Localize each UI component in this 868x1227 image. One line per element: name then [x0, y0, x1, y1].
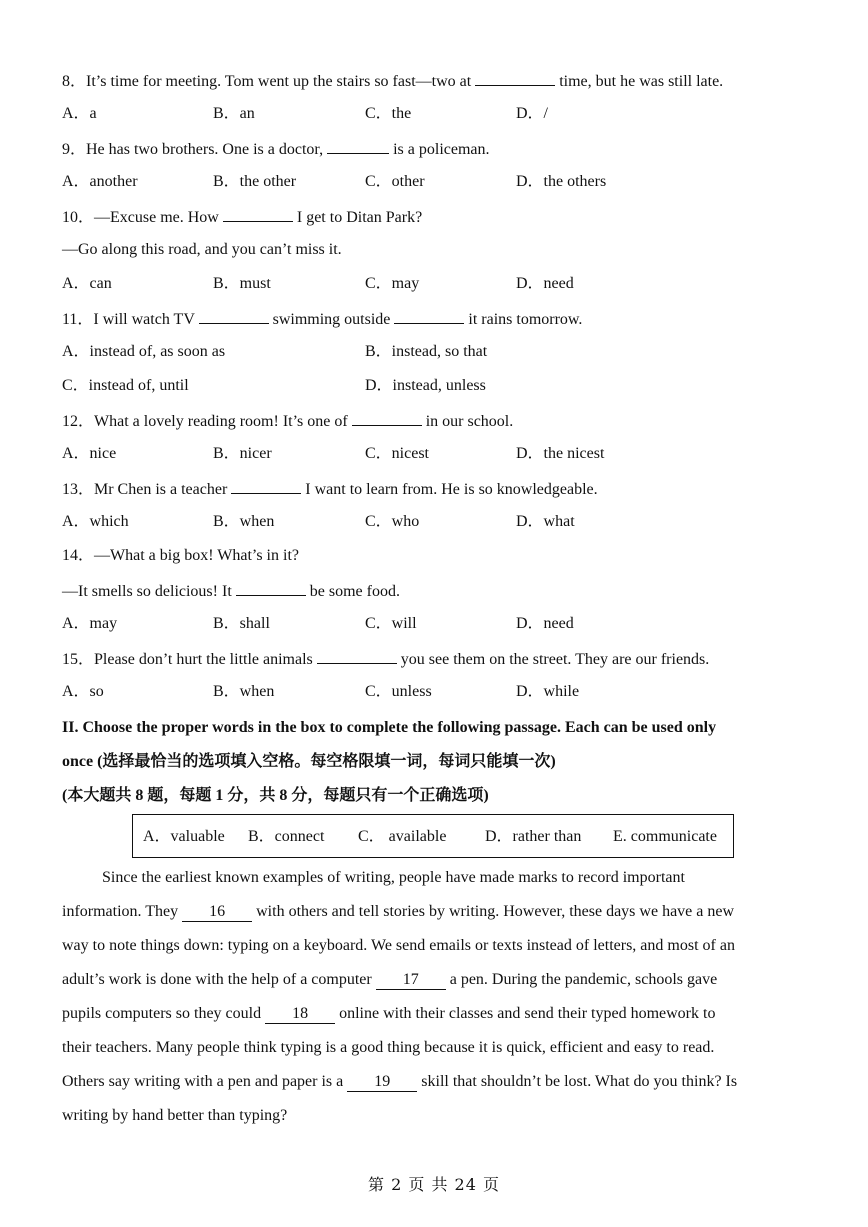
section-heading-line-2: once (选择最恰当的选项填入空格。每空格限填一词，每词只能填一次) — [62, 753, 556, 770]
passage-line — [62, 936, 735, 956]
passage-text: with others and tell stories by writing. However, these days we have a new — [252, 903, 735, 920]
answer-option[interactable]: A．so — [62, 683, 104, 700]
answer-option[interactable]: B．instead, so that — [365, 343, 488, 360]
answer-option[interactable]: B．an — [213, 105, 255, 122]
answer-option[interactable]: A．can — [62, 275, 112, 292]
passage-text: their teachers. Many people think typing is a good thing because it is quick, efficient and easy to read. — [62, 1039, 715, 1056]
answer-option[interactable]: C．the — [365, 105, 412, 122]
answer-option[interactable]: D．need — [516, 275, 574, 292]
passage-line — [62, 902, 734, 922]
passage-blank-16[interactable]: 16 — [182, 903, 252, 922]
passage-text: way to note things down: typing on a keyboard. We send emails or texts instead of letters, and most of an — [62, 937, 735, 954]
question-text: 11．I will watch TV — [62, 311, 199, 328]
word-box-item: C． available — [358, 828, 447, 845]
answer-blank[interactable] — [475, 70, 555, 86]
answer-option[interactable]: D．the nicest — [516, 445, 605, 462]
answer-option[interactable]: D．what — [516, 513, 575, 530]
answer-blank[interactable] — [223, 206, 293, 222]
question-q12 — [62, 410, 513, 432]
section-heading-line-3: (本大题共 8 题，每题 1 分，共 8 分，每题只有一个正确选项) — [62, 787, 489, 804]
answer-blank[interactable] — [236, 580, 306, 596]
answer-option[interactable]: C．nicest — [365, 445, 429, 462]
answer-option[interactable]: B．shall — [213, 615, 270, 632]
answer-option[interactable]: C．unless — [365, 683, 432, 700]
question-text: I want to learn from. He is so knowledgeable. — [301, 481, 598, 498]
answer-option[interactable]: C．who — [365, 513, 420, 530]
passage-line — [62, 1004, 715, 1024]
page-footer: 第 2 页 共 24 页 — [368, 1175, 500, 1194]
word-box-item: A．valuable — [143, 828, 225, 845]
answer-blank[interactable] — [352, 410, 422, 426]
question-q14 — [62, 546, 299, 566]
answer-blank[interactable] — [394, 308, 464, 324]
question-text: you see them on the street. They are our friends. — [396, 651, 710, 668]
word-box — [132, 814, 734, 858]
answer-option[interactable]: A．may — [62, 615, 118, 632]
passage-blank-19[interactable]: 19 — [347, 1073, 417, 1092]
question-q11 — [62, 308, 582, 330]
passage-text: writing by hand better than typing? — [62, 1107, 288, 1124]
passage-line — [102, 868, 685, 888]
passage-line — [62, 1038, 714, 1058]
question-text: 12．What a lovely reading room! It’s one of — [62, 413, 352, 430]
answer-option[interactable]: B．the other — [213, 173, 297, 190]
question-text: is a policeman. — [389, 141, 490, 158]
question-text: 10．—Excuse me. How — [62, 209, 223, 226]
word-box-item: B．connect — [248, 828, 325, 845]
question-response-line: —Go along this road, and you can’t miss it. — [62, 241, 342, 258]
passage-text: adult’s work is done with the help of a computer — [62, 971, 376, 988]
passage-line — [62, 1072, 737, 1092]
answer-option[interactable]: D．instead, unless — [365, 377, 486, 394]
answer-option[interactable]: A．a — [62, 105, 97, 122]
question-text: 13．Mr Chen is a teacher — [62, 481, 232, 498]
question-q9 — [62, 138, 490, 160]
passage-text: pupils computers so they could — [62, 1005, 266, 1022]
question-text: time, but he was still late. — [555, 73, 724, 90]
answer-option[interactable]: C．will — [365, 615, 417, 632]
question-q13 — [62, 478, 598, 500]
answer-option[interactable]: D．while — [516, 683, 580, 700]
question-text: 8．It’s time for meeting. Tom went up the stairs so fast—two at — [62, 73, 476, 90]
answer-option[interactable]: C．may — [365, 275, 420, 292]
answer-option[interactable]: C．other — [365, 173, 425, 190]
question-response-line — [62, 580, 400, 602]
answer-blank[interactable] — [327, 138, 389, 154]
question-text: —It smells so delicious! It — [62, 583, 236, 600]
answer-option[interactable]: D．the others — [516, 173, 607, 190]
question-text: swimming outside — [268, 311, 395, 328]
passage-text: Since the earliest known examples of writing, people have made marks to record important — [102, 869, 685, 886]
answer-option[interactable]: A．which — [62, 513, 129, 530]
answer-option[interactable]: D．/ — [516, 105, 549, 122]
passage-text: skill that shouldn’t be lost. What do you think? Is — [417, 1073, 738, 1090]
answer-option[interactable]: C．instead of, until — [62, 377, 189, 394]
answer-blank[interactable] — [199, 308, 269, 324]
passage-text: online with their classes and send their typed homework to — [335, 1005, 716, 1022]
passage-line — [62, 970, 717, 990]
passage-text: information. They — [62, 903, 183, 920]
answer-option[interactable]: B．nicer — [213, 445, 272, 462]
passage-line — [62, 1106, 287, 1126]
question-text: 14．—What a big box! What’s in it? — [62, 547, 299, 564]
passage-text: a pen. During the pandemic, schools gave — [445, 971, 718, 988]
answer-blank[interactable] — [231, 478, 301, 494]
answer-option[interactable]: D．need — [516, 615, 574, 632]
question-text: 9．He has two brothers. One is a doctor, — [62, 141, 328, 158]
question-q8 — [62, 70, 723, 92]
passage-blank-18[interactable]: 18 — [265, 1005, 335, 1024]
question-text: it rains tomorrow. — [464, 311, 583, 328]
answer-blank[interactable] — [317, 648, 397, 664]
answer-option[interactable]: A．another — [62, 173, 138, 190]
passage-blank-17[interactable]: 17 — [376, 971, 446, 990]
answer-option[interactable]: B．when — [213, 513, 275, 530]
word-box-item: E. communicate — [613, 828, 717, 845]
word-box-item: D．rather than — [485, 828, 582, 845]
passage-text: Others say writing with a pen and paper is a — [62, 1073, 348, 1090]
question-text: in our school. — [421, 413, 514, 430]
answer-option[interactable]: B．when — [213, 683, 275, 700]
question-q15 — [62, 648, 709, 670]
question-text: I get to Ditan Park? — [292, 209, 423, 226]
answer-option[interactable]: A．instead of, as soon as — [62, 343, 226, 360]
section-heading-line-1: II. Choose the proper words in the box to complete the following passage. Each can be used only — [62, 719, 717, 736]
question-text: 15．Please don’t hurt the little animals — [62, 651, 317, 668]
answer-option[interactable]: B．must — [213, 275, 271, 292]
question-text: be some food. — [305, 583, 400, 600]
answer-option[interactable]: A．nice — [62, 445, 117, 462]
question-q10 — [62, 206, 422, 228]
